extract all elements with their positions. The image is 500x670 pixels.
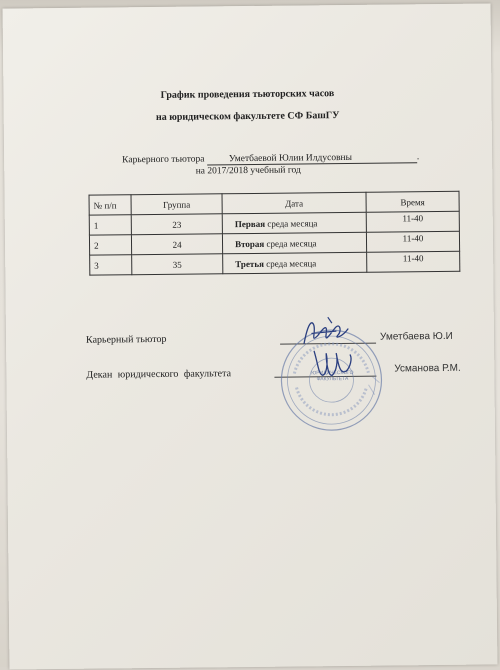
- dean-signature: [310, 345, 355, 381]
- cell-group: 35: [132, 254, 223, 275]
- signature-name-tutor: Уметбаева Ю.И: [379, 330, 453, 343]
- cell-date: [223, 252, 367, 274]
- academic-year: на 2017/2018 учебный год: [195, 165, 301, 177]
- tutor-suffix: .: [416, 152, 420, 163]
- cell-date-bold: Первая: [234, 218, 266, 229]
- cell-date: [222, 232, 366, 254]
- signature-name-dean: Усманова Р.М.: [394, 362, 461, 375]
- cell-num: 2: [89, 235, 131, 255]
- document-title-line2: на юридическом факультете СФ БашГУ: [155, 110, 340, 123]
- document-page: [3, 3, 498, 669]
- schedule-table: [89, 191, 461, 276]
- table-row: [90, 251, 460, 275]
- cell-time-value: 11-40: [402, 232, 424, 243]
- cell-num: 1: [89, 215, 131, 235]
- cell-time: [367, 251, 460, 272]
- cell-date: [222, 212, 366, 234]
- cell-group: 24: [131, 234, 222, 255]
- header-date: Дата: [222, 192, 366, 214]
- cell-group: 23: [131, 214, 222, 235]
- document-title-line1: График проведения тьюторских часов: [160, 88, 335, 101]
- cell-time-value: 11-40: [402, 212, 424, 223]
- cell-num: 3: [90, 255, 132, 275]
- signature-role-dean: Декан юридического факультета: [86, 368, 232, 381]
- signature-role-tutor: Карьерный тьютор: [85, 333, 167, 346]
- tutor-name: Уметбаевой Юлии Илдусовны: [207, 152, 417, 165]
- cell-time: [366, 231, 459, 252]
- cell-date-rest: среда месяца: [264, 237, 317, 249]
- header-group: Группа: [131, 194, 222, 215]
- cell-time-value: 11-40: [402, 252, 424, 263]
- tutor-prefix: Карьерного тьютора: [122, 154, 205, 166]
- cell-date-rest: среда месяца: [263, 257, 317, 269]
- header-num: № п/п: [89, 195, 131, 215]
- header-time: Время: [366, 191, 459, 212]
- cell-time: [366, 211, 459, 232]
- cell-date-rest: среда месяца: [264, 217, 318, 229]
- cell-date-bold: Вторая: [234, 238, 265, 249]
- stamp-text: ЮРИДИЧЕСКОГО ФАКУЛЬТЕТА: [311, 369, 354, 383]
- cell-date-bold: Третья: [235, 258, 265, 269]
